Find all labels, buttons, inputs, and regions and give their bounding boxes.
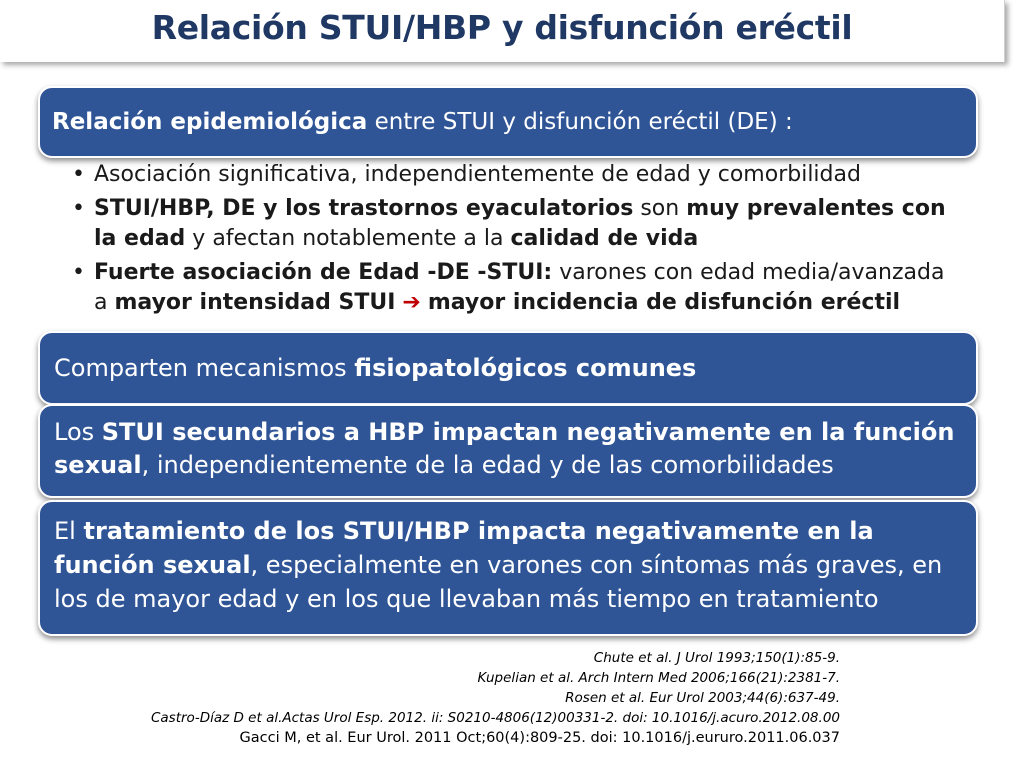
stui-impact-box [38, 404, 978, 498]
box1-part6: : [777, 109, 793, 135]
bullet-3-text-2: varones con edad media/avanzada a [94, 260, 945, 315]
reference-5: Gacci M, et al. Eur Urol. 2011 Oct;60(4):809-25. doi: 10.1016/j.eururo.2011.06.037 [239, 730, 840, 746]
bullet-2-bold-5: calidad de vida [510, 226, 699, 251]
box2-bold-2: fisiopatológicos comunes [354, 354, 697, 382]
box2-text-1: Comparten mecanismos [54, 354, 355, 382]
box4-text-1: El [54, 517, 84, 545]
bullet-2-text-4: y afectan notablemente a la [185, 226, 511, 251]
bullet-2-bold-3: muy prevalentes con la edad [94, 196, 946, 251]
reference-3: Rosen et al. Eur Urol 2003;44(6):637-49. [565, 690, 840, 706]
bullet-item-2 [72, 194, 952, 254]
bullet-3-bold-3: mayor intensidad STUI [114, 290, 396, 315]
box3-text-3: , independientemente de la edad y de las comorbilidades [141, 451, 834, 479]
treatment-impact-box [38, 500, 978, 636]
box1-part2: entre [367, 109, 443, 135]
box3-text-1: Los [54, 418, 102, 446]
bullet-item-3 [72, 258, 952, 318]
right-arrow-icon: ➔ [402, 290, 421, 315]
reference-1: Chute et al. J Urol 1993;150(1):85-9. [593, 650, 840, 666]
bullet-dot: • [72, 196, 85, 221]
bullet-2-bold-1: STUI/HBP, DE y los trastornos eyaculatorios [94, 196, 634, 221]
bullet-dot: • [72, 162, 85, 187]
bullet-3-bold-4: mayor incidencia de disfunción eréctil [427, 290, 901, 315]
box3-bold-2: STUI secundarios a HBP impactan negativamente en la función sexual [54, 418, 955, 479]
slide-title: Relación STUI/HBP y disfunción eréctil [151, 8, 853, 47]
epidemiology-header-box [38, 86, 978, 158]
bullet-1-text: Asociación significativa, independientemente de edad y comorbilidad [94, 162, 861, 187]
reference-2: Kupelian et al. Arch Intern Med 2006;166(21):2381-7. [477, 670, 840, 686]
shared-mechanisms-box [38, 331, 978, 405]
box1-part1: Relación epidemiológica [52, 109, 368, 135]
bullet-2-text-2: son [633, 196, 687, 221]
box1-part4: y [495, 109, 524, 135]
bullet-list [72, 160, 952, 322]
bullet-dot: • [72, 260, 85, 285]
bullet-item-1 [72, 160, 952, 190]
box4-bold-2: tratamiento de los STUI/HBP impacta negativamente en la función sexual [54, 517, 874, 579]
reference-4: Castro-Díaz D et al.Actas Urol Esp. 2012. ii: S0210-4806(12)00331-2. doi: 10.1016/j.acuro.2012.08.00 [150, 710, 840, 726]
title-bar [0, 0, 1005, 62]
box1-part3: STUI [442, 109, 496, 135]
references [151, 648, 840, 748]
box4-text-3: , especialmente en varones con síntomas más graves, en los de mayor edad y en los que llevaban más tiempo en tratamiento [54, 551, 943, 613]
box1-part5: disfunción eréctil (DE) [523, 109, 778, 135]
bullet-3-bold-1: Fuerte asociación de Edad -DE -STUI: [94, 260, 553, 285]
